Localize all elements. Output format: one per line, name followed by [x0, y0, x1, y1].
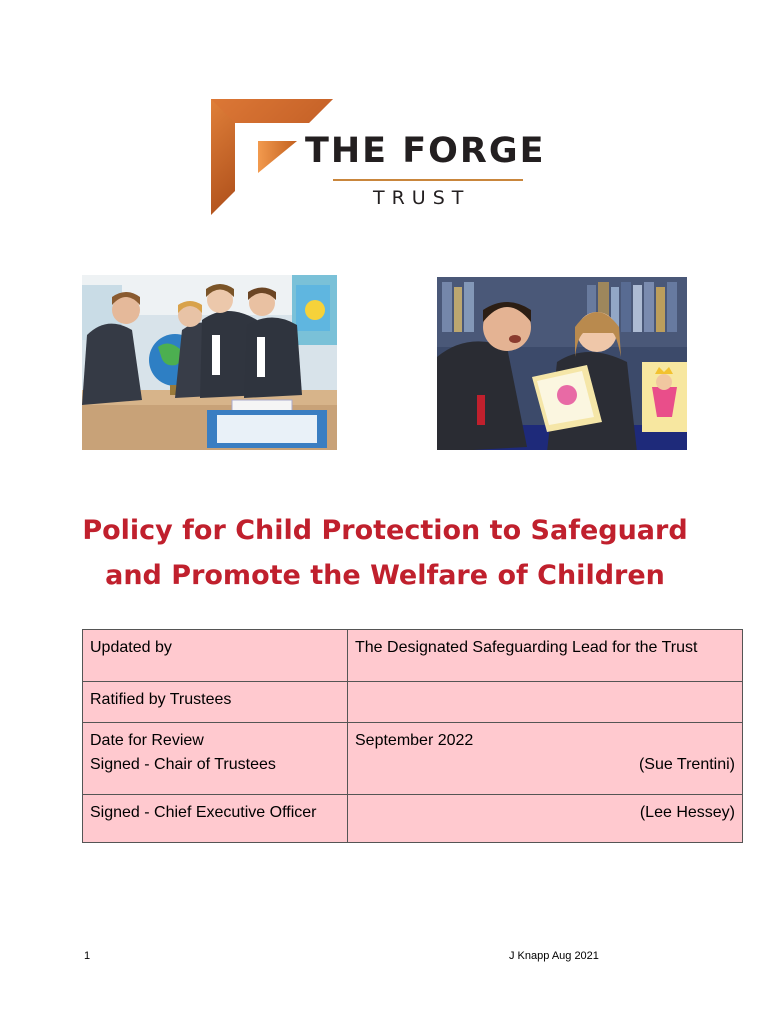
classroom-image — [82, 275, 337, 450]
footer-author: J Knapp Aug 2021 — [509, 950, 599, 962]
chair-value: (Sue Trentini) — [638, 756, 735, 773]
updated-by-label: Updated by — [83, 630, 348, 682]
ratified-label: Ratified by Trustees — [83, 682, 348, 723]
logo-subtitle: TRUST — [373, 187, 471, 209]
table-row — [83, 723, 743, 795]
table-row — [83, 795, 743, 843]
ceo-label: Signed - Chief Executive Officer — [83, 795, 348, 843]
table-row — [83, 630, 743, 682]
table-row — [83, 682, 743, 723]
review-value: September 2022 — [355, 732, 474, 749]
reading-image — [437, 277, 687, 450]
forge-trust-logo — [205, 93, 565, 218]
title-line-1: Policy for Child Protection to Safeguard — [82, 515, 688, 546]
classroom-photo — [82, 275, 337, 450]
logo-divider — [333, 179, 523, 181]
ratified-value — [348, 682, 743, 723]
review-and-chair-values — [348, 723, 743, 795]
page-number: 1 — [84, 950, 91, 962]
logo-title: THE FORGE — [305, 131, 546, 171]
ceo-value: (Lee Hessey) — [348, 795, 743, 843]
policy-info-table — [82, 629, 743, 843]
document-title — [0, 508, 770, 598]
chair-label: Signed - Chair of Trustees — [90, 756, 276, 773]
updated-by-value: The Designated Safeguarding Lead for the Trust — [348, 630, 743, 682]
title-line-2: and Promote the Welfare of Children — [105, 560, 665, 591]
review-and-chair-labels — [83, 723, 348, 795]
reading-photo — [437, 277, 687, 450]
review-label: Date for Review — [90, 732, 204, 749]
